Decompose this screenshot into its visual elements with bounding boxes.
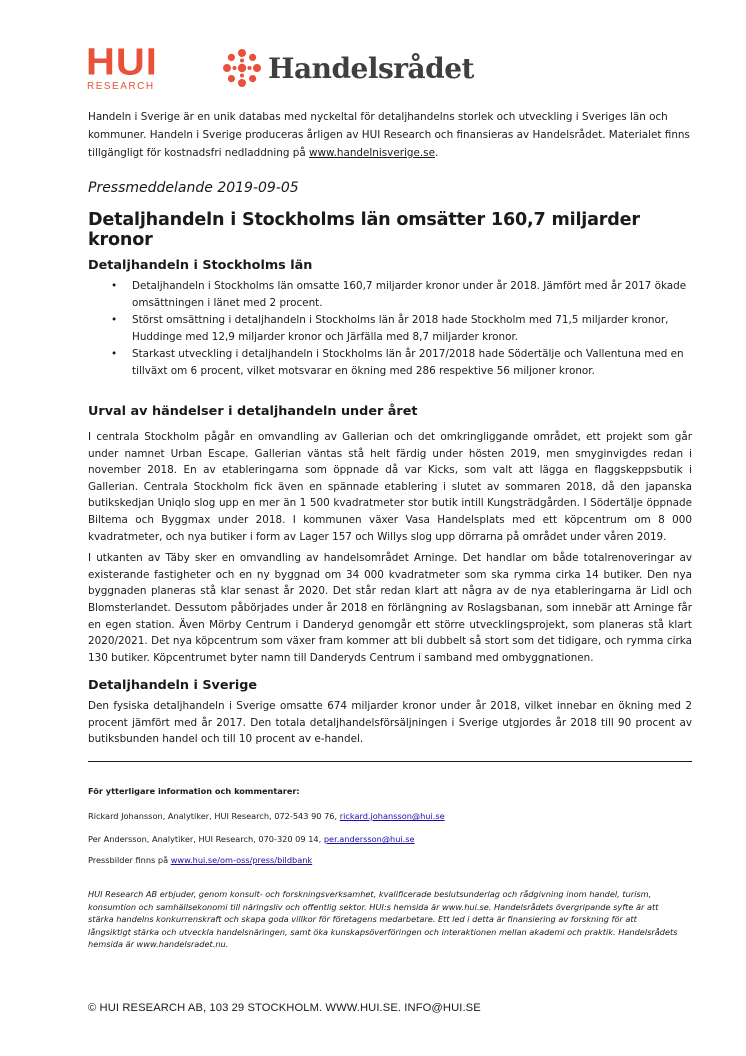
events-body bbox=[88, 429, 692, 671]
sweden-body bbox=[88, 698, 692, 753]
header-logos bbox=[86, 40, 486, 96]
bullet-dot-icon: • bbox=[111, 348, 118, 360]
stockholm-bullet-list bbox=[88, 278, 692, 380]
contact-person-2 bbox=[88, 834, 415, 844]
handelsradet-logo bbox=[222, 45, 474, 91]
divider bbox=[88, 761, 692, 762]
handelsradet-logo-word: Handelsrådet bbox=[268, 51, 474, 85]
press-images-text: Pressbilder finns på bbox=[88, 855, 171, 865]
handelsradet-flower-icon bbox=[222, 48, 262, 88]
section-heading-sweden: Detaljhandeln i Sverige bbox=[88, 678, 258, 693]
section-heading-events: Urval av händelser i detaljhandeln under året bbox=[88, 404, 418, 419]
bullet-text: Starkast utveckling i detaljhandeln i Stockholms län år 2017/2018 hade Södertälje och Vallentuna med en tillväxt om 6 procent, vilket motsvarar en ökning med 286 respektive 56 miljoner kronor. bbox=[132, 348, 684, 377]
paragraph: I centrala Stockholm pågår en omvandling av Gallerian och det omkringliggande området, ett projekt som går under namnet Urban Escape. Gallerian väntas stå helt färdig under hösten 2019, men smyginvigdes redan i november 2018. En av etableringarna som öppnade då var Kicks, som valt att lägga en flaggskeppsbutik i Gallerian. Centrala Stockholm fick även en spännade etablering i slutet av sommaren 2018, då den japanska butikskedjan Uniqlo slog upp en mer än 1 500 kvadratmeter stor butik intill Kungsträdgården. I Södertälje öppnade Biltema och Byggmax under 2018. I kommunen växer Vasa Handelsplats med ett köpcentrum om 8 000 kvadratmeter, och nya butiker i form av Lager 157 och Willys slog upp dörrarna på området under våren 2019. bbox=[88, 431, 692, 543]
intro-end: . bbox=[434, 147, 439, 159]
contact-person-1 bbox=[88, 811, 445, 821]
bildbank-link[interactable]: www.hui.se/om-oss/press/bildbank bbox=[170, 855, 313, 865]
intro-paragraph bbox=[88, 108, 690, 162]
page-footer: © HUI RESEARCH AB, 103 29 STOCKHOLM. WWW.HUI.SE. INFO@HUI.SE bbox=[88, 1002, 481, 1014]
intro-text: Handeln i Sverige är en unik databas med nyckeltal för detaljhandelns storlek och utveckling i Sveriges län och kommuner. Handeln i Sverige produceras årligen av HUI Research och finansieras av Handelsrådet. Materialet finns tillgängligt för kostnadsfri nedladdning på bbox=[88, 111, 690, 159]
list-item bbox=[88, 312, 692, 346]
contact-heading: För ytterligare information och kommentarer: bbox=[88, 786, 300, 796]
about-paragraph: HUI Research AB erbjuder, genom konsult- och forskningsverksamhet, kvalificerade beslutsunderlag och rådgivning inom handel, turism, konsumtion och samhällsekonomi till näringsliv och offentlig sektor. HUI:s hemsida är www.hui.se. Handelsrådets övergripande syfte är att stärka handelns konkurrenskraft och skapa goda villkor för företagens medarbetare. Ett led i detta är finansiering av forskning för att långsiktigt stärka och utveckla handelsnäringen, samt öka kunskapsöverföringen och interaktionen mellan akademi och praktik. Handelsrådets hemsida är www.handelsradet.nu. bbox=[88, 889, 678, 950]
bullet-text: Störst omsättning i detaljhandeln i Stockholms län år 2018 hade Stockholm med 71,5 miljarder kronor, Huddinge med 12,9 miljarder kronor och Järfälla med 8,7 miljarder kronor. bbox=[132, 314, 669, 343]
handelnisverige-link[interactable]: www.handelnisverige.se bbox=[309, 147, 435, 159]
list-item bbox=[88, 346, 692, 380]
bullet-dot-icon: • bbox=[111, 314, 118, 326]
list-item bbox=[88, 278, 692, 312]
bullet-dot-icon: • bbox=[111, 280, 118, 292]
bullet-text: Detaljhandeln i Stockholms län omsatte 160,7 miljarder kronor under år 2018. Jämfört med år 2017 ökade omsättningen i länet med 2 procent. bbox=[132, 280, 687, 309]
hui-logo-subtitle: RESEARCH bbox=[87, 81, 155, 92]
press-release-date: Pressmeddelande 2019-09-05 bbox=[88, 180, 299, 196]
press-images bbox=[88, 855, 312, 865]
section-heading-stockholm: Detaljhandeln i Stockholms län bbox=[88, 258, 313, 273]
hui-research-logo bbox=[86, 41, 186, 92]
contact-text: Rickard Johansson, Analytiker, HUI Research, 072-543 90 76, bbox=[88, 811, 340, 821]
email-link-rickard[interactable]: rickard.johansson@hui.se bbox=[339, 811, 445, 821]
paragraph: I utkanten av Täby sker en omvandling av handelsområdet Arninge. Det handlar om både totalrenoveringar av existerande fastigheter och en ny byggnad om 34 000 kvadratmeter som ska rymma cirka 14 butiker. Den nya byggnaden planeras stå klar senast år 2020. Det står redan klart att några av de nya etableringarna är Lidl och Blomsterlandet. Dessutom påbörjades under år 2018 en förlängning av Roslagsbanan, som innebär att Arninge får en egen station. Även Mörby Centrum i Danderyd genomgår ett större utvecklingsprojekt, som planeras stå klart 2020/2021. Det nya köpcentrum som växer fram kommer att bli dubbelt så stort som det tidigare, och rymma cirka 130 butiker. Köpcentrumet byter namn till Danderyds Centrum i samband med ombyggnationen. bbox=[88, 552, 692, 664]
press-release-headline: Detaljhandeln i Stockholms län omsätter 160,7 miljarder kronor bbox=[88, 210, 640, 250]
contact-text: Per Andersson, Analytiker, HUI Research, 070-320 09 14, bbox=[88, 834, 324, 844]
email-link-per[interactable]: per.andersson@hui.se bbox=[323, 834, 415, 844]
hui-logo-word: HUI bbox=[86, 41, 158, 83]
paragraph: Den fysiska detaljhandeln i Sverige omsatte 674 miljarder kronor under år 2018, vilket innebar en ökning med 2 procent jämfört med år 2017. Den totala detaljhandelsförsäljningen i Sverige utgjordes år 2018 till 90 procent av butiksbunden handel och till 10 procent av e-handel. bbox=[88, 700, 692, 746]
